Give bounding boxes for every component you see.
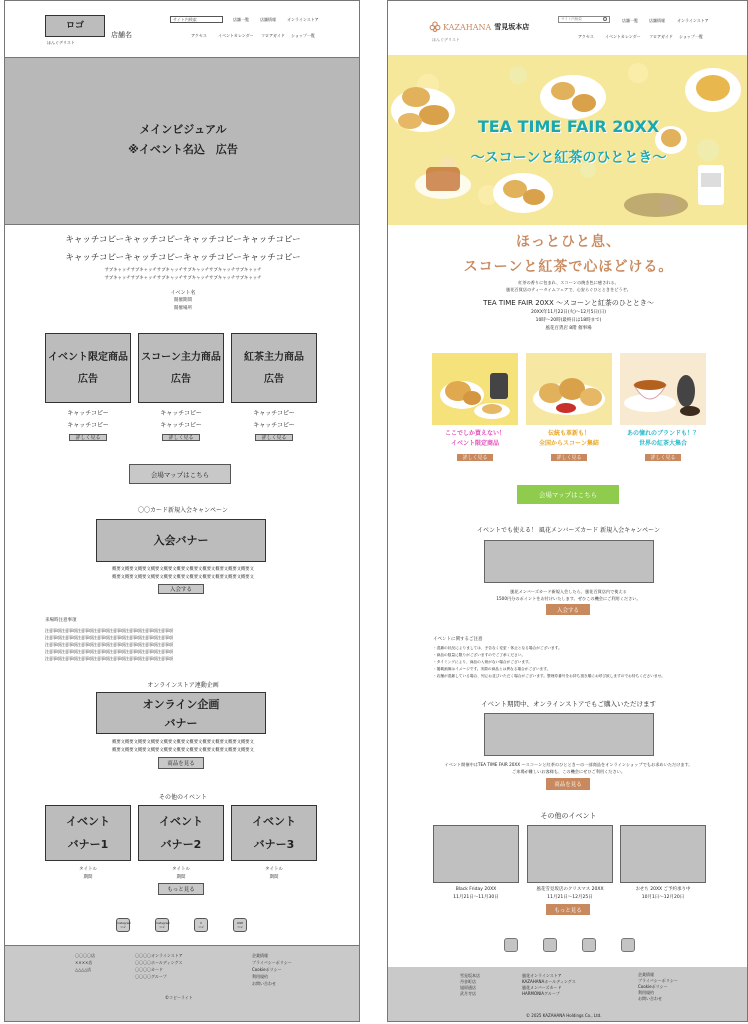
product-label-limited: ここでしか買えない！ イベント限定商品 [444, 430, 505, 447]
sns-x-icon[interactable]: X ロゴ [194, 918, 208, 932]
nav-event-calendar[interactable]: イベントカレンダー [218, 33, 254, 38]
card-campaign-heading: 〇〇カード新規入会キャンペーン [138, 507, 228, 514]
nav-online-store[interactable]: オンラインストア [677, 18, 709, 23]
logo-placeholder[interactable]: ロゴ [45, 15, 105, 37]
detail-button[interactable]: 詳しく見る [69, 434, 107, 441]
footer [388, 967, 748, 1022]
footer [5, 945, 360, 1022]
footer-link[interactable]: 雪見坂本店 [460, 973, 480, 978]
card-join-banner[interactable]: 入会バナー [96, 519, 266, 562]
online-summary: 概要文概要文概要文概要文概要文概要文概要文概要文概要文概要文概要文 [112, 748, 254, 753]
view-products-button[interactable]: 商品を見る [158, 757, 204, 769]
hero-title: TEA TIME FAIR 20XX [477, 117, 660, 136]
detail-button[interactable]: 詳しく見る [162, 434, 200, 441]
product-catch: キャッチコピー [67, 410, 109, 417]
view-products-button[interactable]: 商品を見る [546, 778, 590, 790]
sns-instagram-icon[interactable] [504, 938, 518, 952]
notes-line: ・掲載画像はイメージです。実際の商品とは異なる場合がございます。 [433, 667, 551, 671]
product-catch: キャッチコピー [160, 422, 202, 429]
notes-line: 注意事項注意事項注意事項注意事項注意事項注意事項注意事項注意事項 [45, 649, 173, 654]
online-summary: 概要文概要文概要文概要文概要文概要文概要文概要文概要文概要文概要文 [112, 740, 254, 745]
sns-instagram-icon[interactable] [543, 938, 557, 952]
nav-shop-list[interactable]: ショップ一覧 [679, 34, 703, 39]
sns-x-icon[interactable] [582, 938, 596, 952]
nav-access[interactable]: アクセス [191, 33, 207, 38]
online-summary: イベント開催中はTEA TIME FAIR 20XX 〜スコーンと紅茶のひととき〜の一部商品をオンラインショップでもお求めいただけます。 [444, 762, 693, 767]
sub-catch-2: サブキャッチサブキャッチサブキャッチサブキャッチサブキャッチサブキャッチ [104, 276, 262, 281]
main-visual-placeholder [5, 57, 360, 225]
footer-link[interactable]: ××××店 [75, 960, 93, 965]
brand-name: KAZAHANA [443, 22, 492, 32]
footer-link[interactable]: お問い合わせ [638, 996, 662, 1001]
footer-link[interactable]: 〇〇〇〇ホールディングス [135, 960, 183, 965]
detail-button[interactable]: 詳しく見る [645, 454, 681, 461]
product-catch: キャッチコピー [253, 410, 295, 417]
catch-line-1: キャッチコピーキャッチコピーキャッチコピーキャッチコピー [65, 235, 301, 245]
venue-map-button[interactable]: 会場マップはこちら [517, 485, 619, 504]
main-visual-note: ※イベント名込 広告 [128, 143, 238, 156]
join-button[interactable]: 入会する [546, 604, 590, 615]
product-catch: キャッチコピー [253, 422, 295, 429]
brand-logo[interactable] [429, 21, 529, 33]
online-campaign-banner[interactable] [484, 713, 654, 756]
card-summary: 概要文概要文概要文概要文概要文概要文概要文概要文概要文概要文概要文 [112, 575, 254, 580]
sns-line-icon[interactable]: LINE ロゴ [233, 918, 247, 932]
nav-shop-list[interactable]: ショップ一覧 [291, 33, 315, 38]
tagline: ほんぐデリスト [432, 37, 460, 42]
footer-link[interactable]: 武月寺店 [460, 991, 476, 996]
catch-line-2: キャッチコピーキャッチコピーキャッチコピーキャッチコピー [65, 253, 301, 263]
event-period: 期間 [176, 875, 186, 880]
event-banner-3[interactable]: イベント バナー3 [231, 805, 317, 861]
notes-line: ・店舗が混雑している場合、列にお並びいただく場合がございます。整理券番号をお持ち頂き順にお呼び致しますのでお待ちくださいませ。 [433, 674, 665, 678]
more-events-button[interactable]: もっと見る [546, 904, 590, 915]
footer-link[interactable]: 企業情報 [638, 972, 654, 977]
design-page [387, 0, 748, 1022]
event-title: タイトル [79, 867, 97, 872]
scone-image-icon [432, 353, 518, 425]
event-banner-2[interactable]: イベント バナー2 [138, 805, 224, 861]
footer-link[interactable]: 〇〇〇〇カード [135, 967, 163, 972]
tagline: ほんぐデリスト [47, 40, 75, 45]
product-label-tea: あの憧れのブランドも！？ 世界の紅茶大集合 [626, 430, 699, 447]
store-name: 店舗名 [111, 31, 132, 39]
event-title: おせち 20XX ご予約承り中 [635, 887, 691, 892]
online-heading: イベント期間中、オンラインストアでもご購入いただけます [480, 700, 657, 708]
scone-image-icon [526, 353, 612, 425]
notes-heading: 来場時注意事項 [45, 618, 77, 623]
event-period: 11月21日〜12月25日 [547, 895, 593, 900]
main-visual-label: メインビジュアル [139, 123, 227, 136]
detail-button[interactable]: 詳しく見る [457, 454, 493, 461]
event-banner-1[interactable] [433, 825, 519, 883]
card-summary: 概要文概要文概要文概要文概要文概要文概要文概要文概要文概要文概要文 [112, 567, 254, 572]
search-input[interactable]: サイト内検索 [170, 16, 223, 23]
other-events-heading: その他のイベント [158, 794, 207, 801]
event-place: 開催場所 [174, 306, 192, 311]
intro-text: 風花百貨店のティータイムフェアで、心安らぐひとときをどうぞ。 [506, 287, 631, 292]
footer-link[interactable]: △△△△店 [75, 967, 92, 972]
footer-link[interactable]: 利用規約 [252, 974, 268, 979]
flower-logo-icon [429, 21, 441, 33]
event-title: TEA TIME FAIR 20XX 〜スコーンと紅茶のひととき〜 [483, 299, 654, 307]
hero-illustration [388, 55, 748, 225]
event-name: イベント名 [170, 290, 196, 296]
product-banner-scone[interactable]: スコーン主力商品 広告 [138, 333, 224, 403]
store-name: 雪見坂本店 [494, 23, 530, 31]
intro-text: 紅茶の香りに包まれ、スコーンの焼き色に癒される。 [518, 280, 619, 285]
product-banner-limited[interactable]: イベント限定商品 広告 [45, 333, 131, 403]
nav-event-calendar[interactable]: イベントカレンダー [605, 34, 641, 39]
card-summary: 風花メンバーズカード新規入会したら、風花百貨店内で使える [510, 589, 627, 594]
footer-link[interactable]: 風花メンバーズカード [522, 985, 562, 990]
nav-online-store[interactable]: オンラインストア [287, 17, 319, 22]
detail-button[interactable]: 詳しく見る [551, 454, 587, 461]
event-period: 期間 [83, 875, 93, 880]
footer-link[interactable]: KAZAHANAホールディングス [522, 979, 576, 984]
card-campaign-heading: イベントでも使える！ 風花メンバーズカード 新規入会キャンペーン [477, 527, 660, 534]
event-title: 風花雪見坂店のクリスマス 20XX [536, 887, 604, 892]
more-events-button[interactable]: もっと見る [158, 883, 204, 895]
event-banner-2[interactable] [527, 825, 613, 883]
sub-catch-1: サブキャッチサブキャッチサブキャッチサブキャッチサブキャッチサブキャッチ [104, 268, 262, 273]
product-image-limited[interactable] [432, 353, 518, 425]
event-title: タイトル [265, 867, 283, 872]
product-image-tea[interactable] [620, 353, 706, 425]
footer-link[interactable]: 〇〇〇〇オンラインストア [135, 953, 183, 958]
online-summary: ご来場が難しいお客様も、この機会にぜひご利用ください。 [511, 769, 626, 774]
other-events-heading: その他のイベント [540, 812, 597, 820]
footer-link[interactable]: 丹音町店 [460, 979, 476, 984]
footer-link[interactable]: HARMONIAグループ [522, 991, 560, 996]
footer-link[interactable]: 風花オンラインストア [522, 973, 562, 978]
notes-line: 注意事項注意事項注意事項注意事項注意事項注意事項注意事項注意事項 [45, 635, 173, 640]
event-period: 11月21日〜11月30日 [453, 895, 499, 900]
sns-line-icon[interactable] [621, 938, 635, 952]
catch-line-2: スコーンと紅茶で心ほどける。 [463, 259, 674, 275]
event-period: 開催期間 [174, 298, 192, 303]
product-label-scone: 伝統も革新も！ 全国からスコーン集結 [539, 430, 599, 447]
footer-link[interactable]: プライバシーポリシー [252, 960, 292, 965]
join-button[interactable]: 入会する [158, 584, 204, 594]
search-icon[interactable] [603, 17, 607, 21]
wireframe-page [4, 0, 360, 1022]
footer-link[interactable]: Cookieポリシー [638, 984, 668, 989]
copyright: © 2025 KAZAHANA Holdings Co., Ltd. [526, 1013, 602, 1018]
catch-line-1: ほっとひと息、 [516, 234, 621, 250]
notes-line: 注意事項注意事項注意事項注意事項注意事項注意事項注意事項注意事項 [45, 642, 173, 647]
notes-line: ・タイミングにより、商品の入荷がない場合がございます。 [433, 660, 533, 664]
event-period: 20XX年11月22日(火)〜12月5日(日) [531, 310, 606, 315]
nav-store-info[interactable]: 店舗情報 [649, 18, 665, 23]
online-campaign-banner[interactable]: オンライン企画 バナー [96, 692, 266, 734]
card-summary: 1500円分のポイントをお付けいたします。ぜひこの機会にご利用ください。 [496, 596, 641, 601]
card-join-banner[interactable] [484, 540, 654, 583]
search-input[interactable]: サイト内検索 [558, 16, 610, 23]
notes-line: 注意事項注意事項注意事項注意事項注意事項注意事項注意事項注意事項 [45, 656, 173, 661]
notes-heading: イベントに関するご注意 [433, 637, 483, 642]
notes-line: ・混雑の状況によりましては、予告なく変更・休止となる場合がございます。 [433, 646, 562, 650]
detail-button[interactable]: 詳しく見る [255, 434, 293, 441]
notes-line: 注意事項注意事項注意事項注意事項注意事項注意事項注意事項注意事項 [45, 628, 173, 633]
footer-link[interactable]: お問い合わせ [252, 981, 276, 986]
footer-link[interactable]: 〇〇〇〇店 [75, 953, 95, 958]
event-place: 風花百貨店 8階 催事場 [545, 326, 592, 331]
main-visual[interactable] [388, 55, 748, 225]
product-catch: キャッチコピー [67, 422, 109, 429]
nav-store-list[interactable]: 店舗一覧 [233, 17, 249, 22]
teacup-image-icon [620, 353, 706, 425]
event-title: タイトル [172, 867, 190, 872]
footer-link[interactable]: 旭原通店 [460, 985, 476, 990]
product-image-scone[interactable] [526, 353, 612, 425]
sns-instagram-icon[interactable]: Instagram ロゴ [155, 918, 169, 932]
event-banner-1[interactable]: イベント バナー1 [45, 805, 131, 861]
footer-link[interactable]: 〇〇〇〇グループ [135, 974, 167, 979]
footer-link[interactable]: 利用規約 [638, 990, 654, 995]
sns-instagram-icon[interactable]: Instagram ロゴ [116, 918, 130, 932]
nav-floor-guide[interactable]: フロアガイド [649, 34, 673, 39]
notes-line: ・商品の数量に限りがございますのでご了承ください。 [433, 653, 526, 657]
footer-link[interactable]: 企業情報 [252, 953, 268, 958]
copyright: ©コピーライト [165, 995, 193, 1000]
footer-link[interactable]: プライバシーポリシー [638, 978, 678, 983]
event-period: 10月1日〜12月20日 [641, 895, 685, 900]
product-catch: キャッチコピー [160, 410, 202, 417]
nav-store-list[interactable]: 店舗一覧 [622, 18, 638, 23]
event-hours: 10時〜20時(最終日は18時まで) [535, 318, 602, 323]
nav-floor-guide[interactable]: フロアガイド [261, 33, 285, 38]
nav-store-info[interactable]: 店舗情報 [260, 17, 276, 22]
online-heading: オンラインストア連動企画 [147, 682, 219, 689]
event-period: 期間 [269, 875, 279, 880]
hero-subtitle: 〜スコーンと紅茶のひととき〜 [470, 150, 667, 166]
nav-access[interactable]: アクセス [578, 34, 594, 39]
event-title: Black Friday 20XX [455, 887, 497, 892]
product-banner-tea[interactable]: 紅茶主力商品 広告 [231, 333, 317, 403]
footer-link[interactable]: Cookieポリシー [252, 967, 282, 972]
event-banner-3[interactable] [620, 825, 706, 883]
venue-map-button[interactable]: 会場マップはこちら [129, 464, 231, 484]
